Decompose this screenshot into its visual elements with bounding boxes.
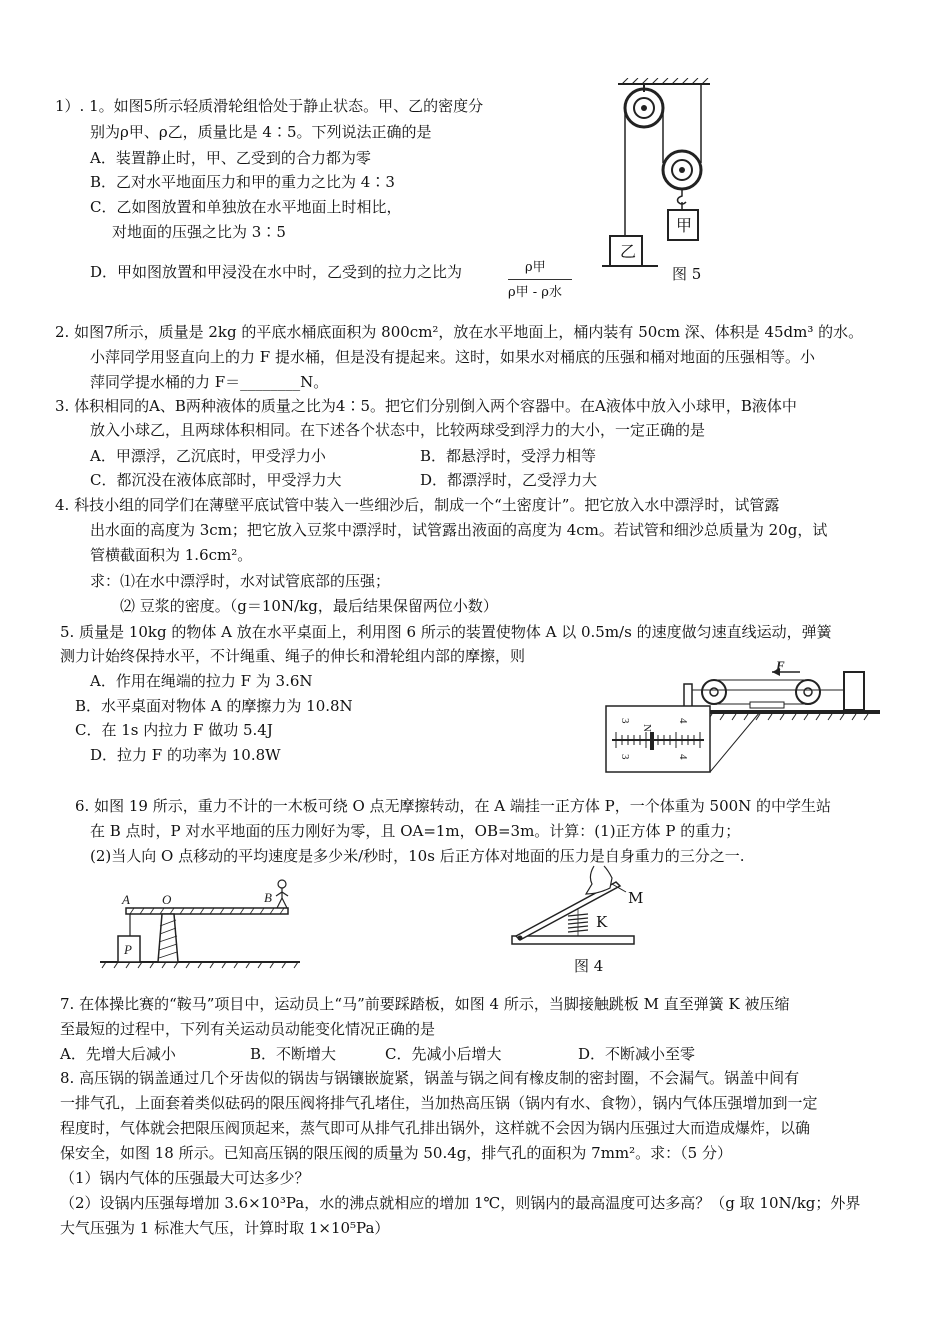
q6-line-3: (2)当人向 O 点移动的平均速度是多少米/秒时，10s 后正方体对地面的压力是自身重力的三分之一. [90,847,745,865]
q5-option-b: B．水平桌面对物体 A 的摩擦力为 10.8N [75,697,353,715]
q1-line-2: 别为ρ甲、ρ乙，质量比是 4∶5。下列说法正确的是 [90,123,432,141]
q8-line-3: 程度时，气体就会把限压阀顶起来，蒸气即可从排气孔排出锅外，这样就不会因为锅内压强过大而造成爆炸，以确 [60,1119,811,1137]
q6-line-2: 在 B 点时，P 对水平地面的压力刚好为零，且 OA=1m，OB=3m。计算：(1)正方体 P 的重力； [90,822,741,840]
q8-line-4: 保安全，如图 18 所示。已知高压锅的限压阀的质量为 50.4g，排气孔的面积为 7mm²。求：（5 分） [60,1144,732,1162]
q7-option-d: D．不断减小至零 [578,1045,696,1063]
figure-19-lever [98,876,303,970]
q3-option-b: B．都悬浮时，受浮力相等 [420,447,597,465]
figure-4-springboard [508,864,648,950]
q4-line-1: 4. 科技小组的同学们在薄壁平底试管中装入一些细沙后，制成一个“土密度计”。把它放入水中漂浮时，试管露 [55,496,780,514]
figure-4-label-m: M [628,889,644,907]
figure-19-label-b: B [264,890,272,905]
q3-option-c: C．都沉没在液体底部时，甲受浮力大 [90,471,342,489]
q4-part-2: ⑵ 豆浆的密度。（g＝10N/kg，最后结果保留两位小数） [120,597,498,615]
q6-line-1: 6. 如图 19 所示，重力不计的一木板可绕 O 点无摩擦转动，在 A 端挂一正方体 P，一个体重为 500N 的中学生站 [75,797,832,815]
fraction-bar [508,279,572,280]
q1-option-b: B．乙对水平地面压力和甲的重力之比为 4∶3 [90,173,395,191]
q4-line-2: 出水面的高度为 3cm；把它放入豆浆中漂浮时，试管露出液面的高度为 4cm。若试管和细沙总质量为 20g，试 [90,521,828,539]
q1-option-c: C．乙如图放置和单独放在水平地面上时相比， [90,198,402,216]
q4-line-3: 管横截面积为 1.6cm²。 [90,546,253,564]
figure-6-apparatus [600,660,885,785]
q1-fraction-numerator: ρ甲 [525,260,546,275]
figure-19-label-o: O [162,892,172,907]
q7-option-c: C．先减小后增大 [385,1045,502,1063]
figure-19-label-p: P [124,942,132,957]
figure-5-block-jia: 甲 [676,216,693,235]
q3-line-1: 3. 体积相同的A、B两种液体的质量之比为4∶5。把它们分别倒入两个容器中。在A液体中放入小球甲，B液体中 [55,397,797,415]
q7-line-1: 7. 在体操比赛的“鞍马”项目中，运动员上“马”前要踩踏板，如图 4 所示，当脚接触跳板 M 直至弹簧 K 被压缩 [60,995,790,1013]
q8-line-2: 一排气孔，上面套着类似砝码的限压阀将排气孔堵住，当加热高压锅（锅内有水、食物），锅内气体压强增加到一定 [60,1094,818,1112]
figure-6-scale-label: 4 [677,754,689,760]
figure-4-caption: 图 4 [574,957,604,975]
q5-line-1: 5. 质量是 10kg 的物体 A 放在水平桌面上，利用图 6 所示的装置使物体 A 以 0.5m/s 的速度做匀速直线运动，弹簧 [60,623,832,641]
q2-line-3: 萍同学提水桶的力 F＝________N。 [90,373,329,391]
figure-6-unit-label: N [641,724,653,732]
figure-6-scale-label: 4 [677,718,689,724]
figure-19-label-a: A [122,892,130,907]
q2-line-1: 2. 如图7所示，质量是 2kg 的平底水桶底面积为 800cm²，放在水平地面上，桶内装有 50cm 深、体积是 45dm³ 的水。 [55,323,864,341]
q5-option-a: A．作用在绳端的拉力 F 为 3.6N [90,672,313,690]
q8-line-1: 8. 高压锅的锅盖通过几个牙齿似的锅齿与锅镶嵌旋紧，锅盖与锅之间有橡皮制的密封圈，不会漏气。锅盖中间有 [60,1069,800,1087]
q8-part-2: （2）设锅内压强每增加 3.6×10³Pa，水的沸点就相应的增加 1℃，则锅内的最高温度可达多高？（g 取 10N/kg；外界 [60,1194,861,1212]
q7-option-b: B．不断增大 [250,1045,337,1063]
q1-fraction-denominator: ρ甲 - ρ水 [508,285,562,300]
figure-6-force-label: F [776,660,785,673]
figure-6-scale-label: 3 [619,754,631,760]
figure-6-scale-label: 3 [619,718,631,724]
q8-part-2-cont: 大气压强为 1 标准大气压，计算时取 1×10⁵Pa） [60,1219,390,1237]
q3-option-a: A．甲漂浮，乙沉底时，甲受浮力小 [90,447,326,465]
q1-option-c-cont: 对地面的压强之比为 3∶5 [112,223,286,241]
q4-part-1: 求：⑴在水中漂浮时，水对试管底部的压强； [90,572,391,590]
q1-option-a: A．装置静止时，甲、乙受到的合力都为零 [90,149,371,167]
q3-option-d: D．都漂浮时，乙受浮力大 [420,471,598,489]
figure-5-block-yi: 乙 [620,242,637,261]
q3-line-2: 放入小球乙，且两球体积相同。在下述各个状态中，比较两球受到浮力的大小，一定正确的是 [90,421,706,439]
q2-line-2: 小萍同学用竖直向上的力 F 提水桶，但是没有提起来。这时，如果水对桶底的压强和桶对地面的压强相等。小 [90,348,815,366]
figure-5-caption: 图 5 [672,265,702,283]
q1-line-1: 1）. 1。如图5所示轻质滑轮组恰处于静止状态。甲、乙的密度分 [55,97,484,115]
q1-option-d: D．甲如图放置和甲浸没在水中时，乙受到的拉力之比为 [90,263,463,281]
q5-line-2: 测力计始终保持水平，不计绳重、绳子的伸长和滑轮组内部的摩擦，则 [60,647,526,665]
figure-4-label-k: K [596,913,608,931]
q7-line-2: 至最短的过程中，下列有关运动员动能变化情况正确的是 [60,1020,436,1038]
q8-part-1: （1）锅内气体的压强最大可达多少？ [60,1169,310,1187]
q7-option-a: A．先增大后减小 [60,1045,176,1063]
q5-option-d: D．拉力 F 的功率为 10.8W [90,746,281,764]
figure-5-pulley [598,78,718,288]
q5-option-c: C．在 1s 内拉力 F 做功 5.4J [75,721,273,739]
